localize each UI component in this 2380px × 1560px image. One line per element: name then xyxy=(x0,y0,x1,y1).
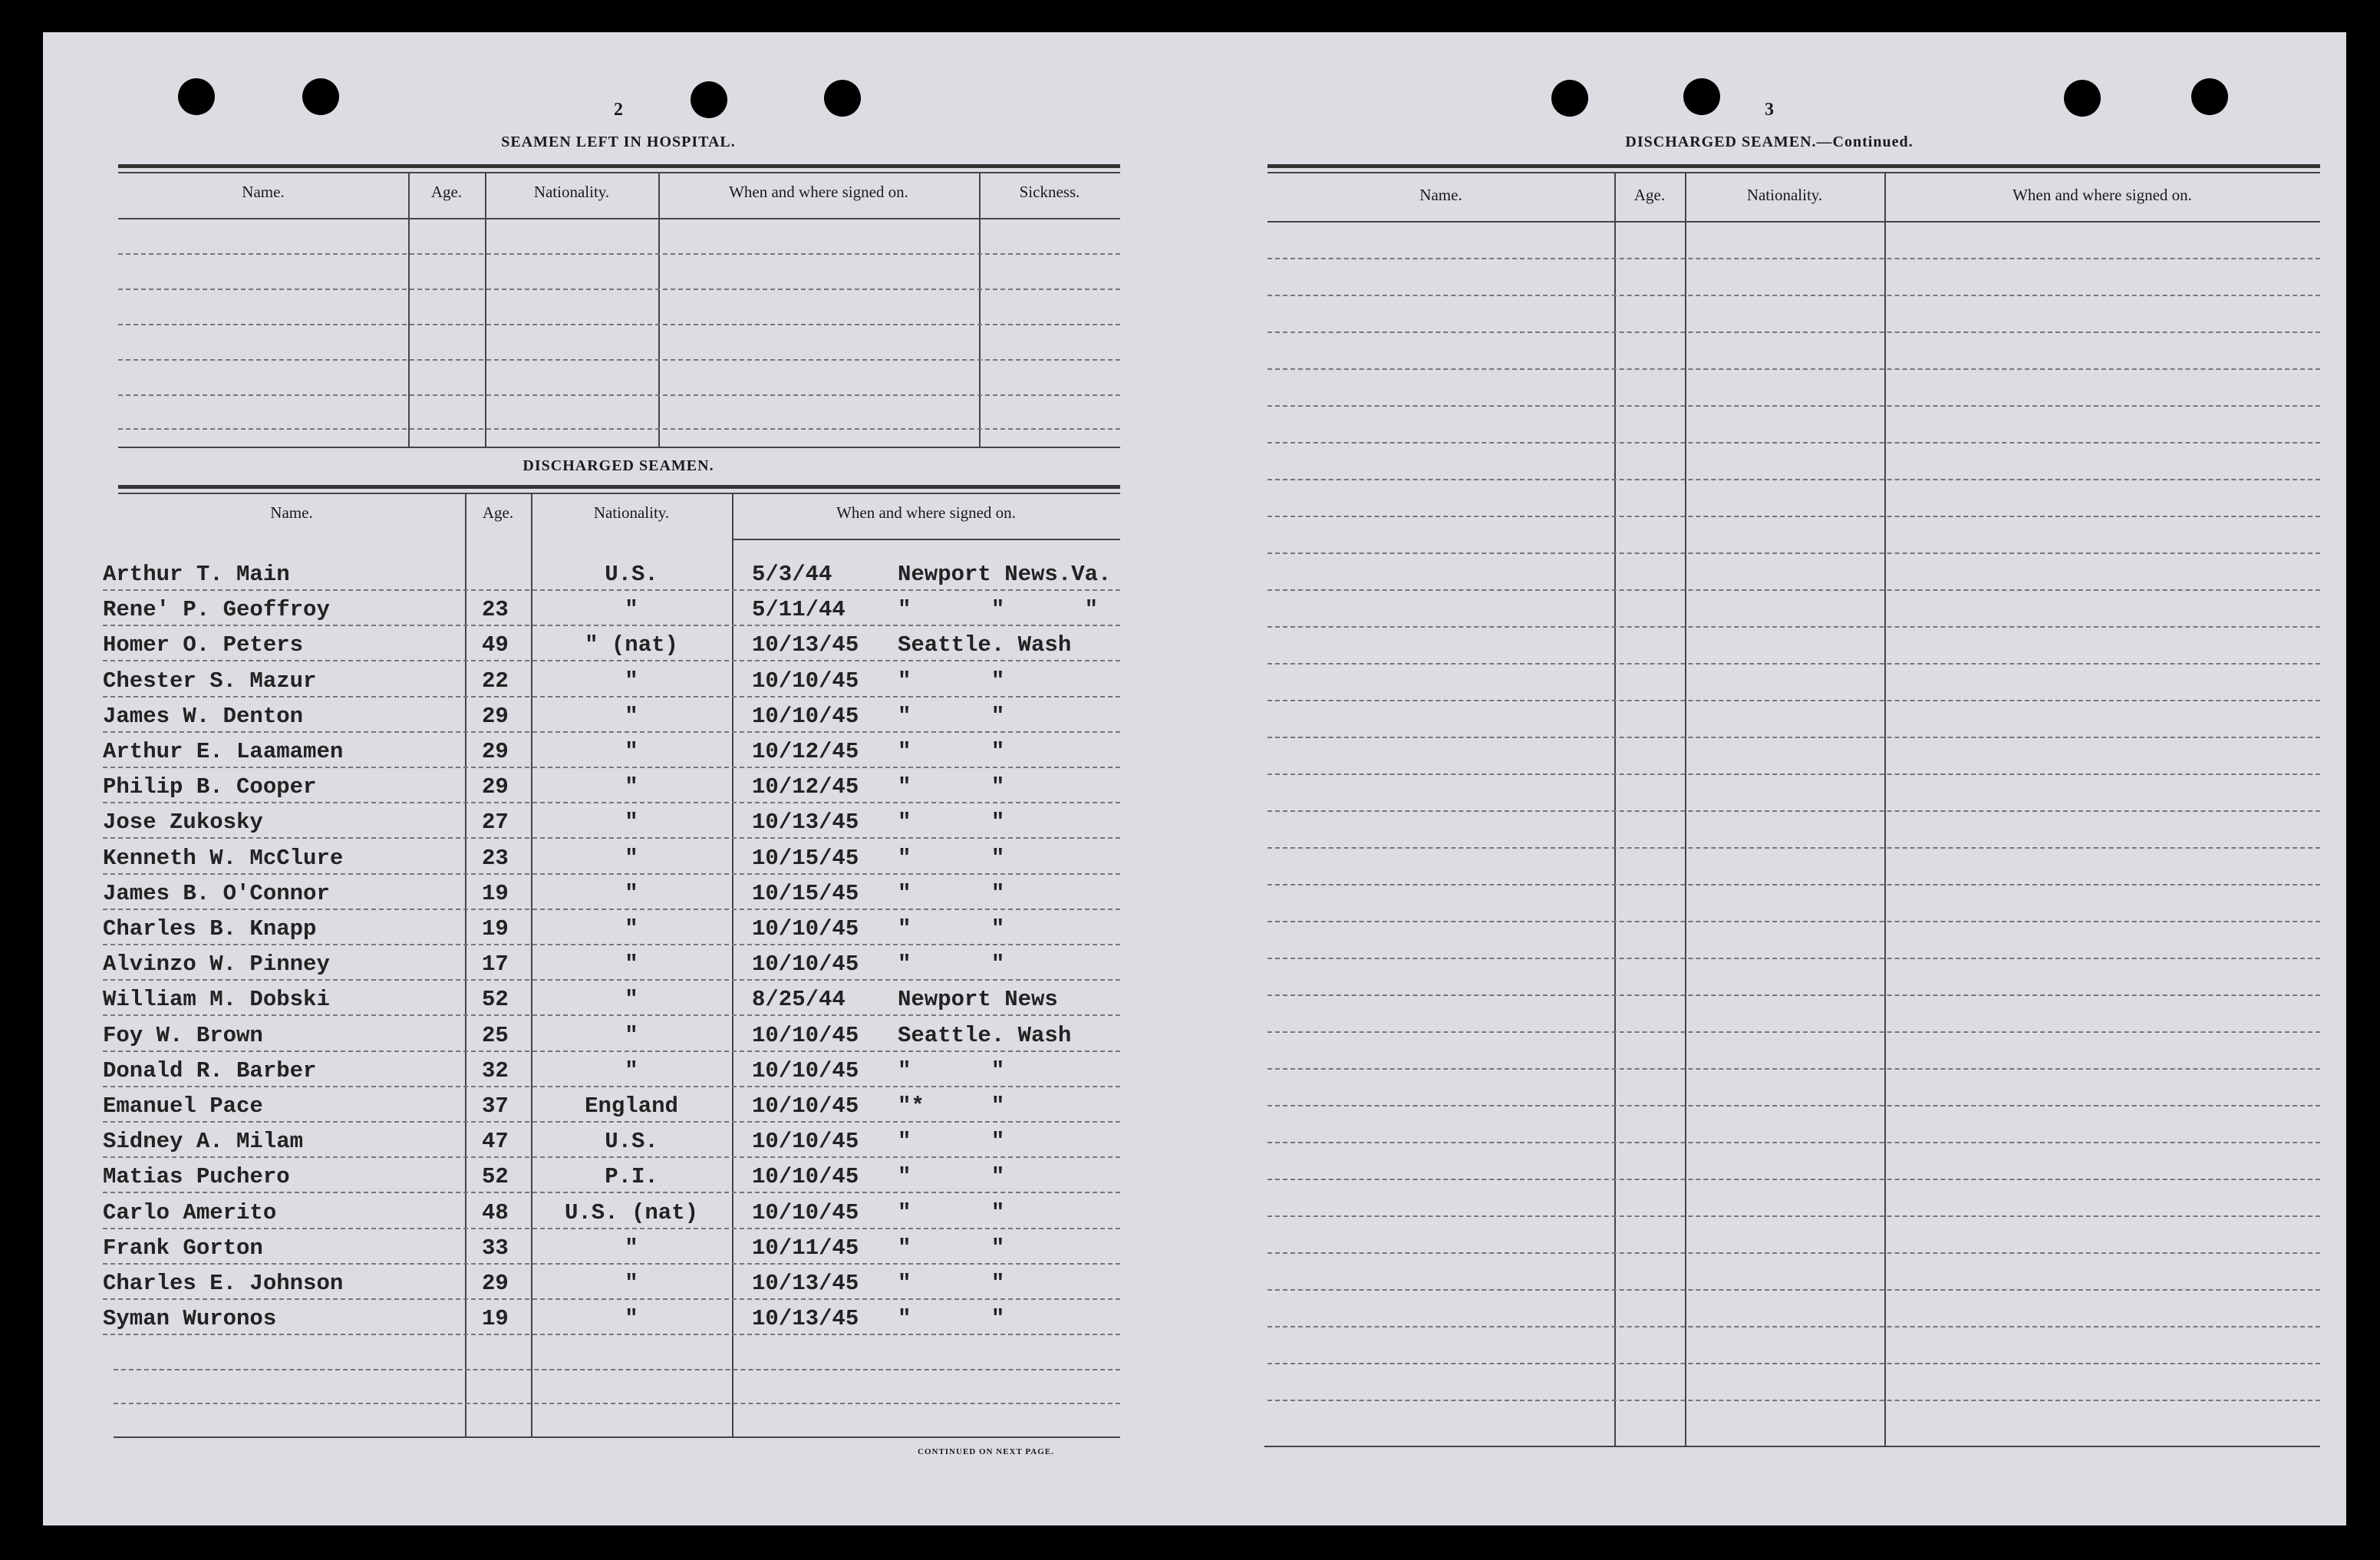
cell-date: 10/13/45 xyxy=(752,810,859,835)
cell-date: 10/10/45 xyxy=(752,1058,859,1083)
cell-nationality: " xyxy=(625,916,638,942)
cell-name: Kenneth W. McClure xyxy=(103,846,344,871)
cell-place: " " xyxy=(898,1271,1005,1296)
cell-name: Rene' P. Geoffroy xyxy=(103,597,330,622)
hospital-header-age: Age. xyxy=(430,183,463,201)
cell-place: " " xyxy=(898,881,1005,906)
punch-hole xyxy=(1683,78,1720,115)
cell-age: 23 xyxy=(482,597,509,622)
discharged-header-age: Age. xyxy=(482,503,514,522)
cell-nationality: " xyxy=(625,668,638,694)
cell-age: 48 xyxy=(482,1200,509,1225)
cell-age: 22 xyxy=(482,668,509,694)
cell-nationality: " xyxy=(625,1058,638,1083)
cell-date: 10/10/45 xyxy=(752,952,859,977)
cell-name: James B. O'Connor xyxy=(103,881,330,906)
cell-nationality: " xyxy=(625,846,638,871)
cell-name: Syman Wuronos xyxy=(103,1306,277,1331)
cell-date: 10/10/45 xyxy=(752,1200,859,1225)
cell-place: Seattle. Wash xyxy=(898,1023,1072,1048)
hospital-header-name: Name. xyxy=(242,183,285,201)
cell-name: Foy W. Brown xyxy=(103,1023,263,1048)
hospital-header-signed-on: When and where signed on. xyxy=(729,183,908,201)
cell-name: William M. Dobski xyxy=(103,987,330,1012)
cell-nationality: " xyxy=(625,1235,638,1261)
cell-place: " " xyxy=(898,704,1005,729)
cell-nationality: " xyxy=(625,1271,638,1296)
cell-nationality: " xyxy=(625,952,638,977)
cell-age: 33 xyxy=(482,1235,509,1261)
cell-age: 19 xyxy=(482,1306,509,1331)
cell-nationality: " xyxy=(625,881,638,906)
cell-name: Arthur T. Main xyxy=(103,562,290,587)
page-number-left: 2 xyxy=(614,100,623,120)
right-header-age: Age. xyxy=(1633,186,1666,204)
cell-age: 23 xyxy=(482,846,509,871)
cell-age: 27 xyxy=(482,810,509,835)
cell-age: 47 xyxy=(482,1129,509,1154)
cell-name: Carlo Amerito xyxy=(103,1200,277,1225)
cell-date: 5/11/44 xyxy=(752,597,846,622)
cell-name: Emanuel Pace xyxy=(103,1093,263,1119)
page-number-right: 3 xyxy=(1765,100,1774,120)
cell-name: Jose Zukosky xyxy=(103,810,263,835)
cell-place: Newport News xyxy=(898,987,1058,1012)
cell-name: Alvinzo W. Pinney xyxy=(103,952,330,977)
cell-name: Charles E. Johnson xyxy=(103,1271,344,1296)
discharged-header-nationality: Nationality. xyxy=(593,503,670,522)
punch-hole xyxy=(302,78,339,115)
cell-place: " " xyxy=(898,1129,1005,1154)
right-page-title: DISCHARGED SEAMEN.—Continued. xyxy=(1625,134,1914,150)
cell-place: " " xyxy=(898,810,1005,835)
discharged-header-name: Name. xyxy=(270,503,313,522)
cell-date: 8/25/44 xyxy=(752,987,846,1012)
cell-date: 10/10/45 xyxy=(752,916,859,942)
punch-hole xyxy=(1551,80,1588,117)
cell-place: " " xyxy=(898,916,1005,942)
right-header-nationality: Nationality. xyxy=(1746,186,1823,204)
cell-date: 10/10/45 xyxy=(752,1129,859,1154)
cell-place: Newport News.Va. xyxy=(898,562,1112,587)
punch-hole xyxy=(178,78,215,115)
right-header-name: Name. xyxy=(1419,186,1462,204)
cell-age: 19 xyxy=(482,881,509,906)
cell-date: 10/10/45 xyxy=(752,704,859,729)
cell-place: " " xyxy=(898,1200,1005,1225)
cell-age: 52 xyxy=(482,1164,509,1189)
punch-hole xyxy=(824,80,861,117)
cell-place: " " xyxy=(898,846,1005,871)
cell-age: 29 xyxy=(482,774,509,800)
cell-nationality: " xyxy=(625,704,638,729)
cell-place: " " " xyxy=(898,597,1099,622)
cell-nationality: " (nat) xyxy=(585,632,678,658)
cell-date: 10/15/45 xyxy=(752,846,859,871)
cell-age: 52 xyxy=(482,987,509,1012)
cell-date: 5/3/44 xyxy=(752,562,832,587)
cell-name: Sidney A. Milam xyxy=(103,1129,304,1154)
cell-date: 10/11/45 xyxy=(752,1235,859,1261)
cell-date: 10/10/45 xyxy=(752,1093,859,1119)
cell-age: 29 xyxy=(482,1271,509,1296)
cell-nationality: U.S. (nat) xyxy=(564,1200,699,1225)
cell-date: 10/12/45 xyxy=(752,739,859,764)
document-sheet xyxy=(43,32,2346,1525)
cell-nationality: U.S. xyxy=(605,1129,658,1154)
right-header-signed-on: When and where signed on. xyxy=(2012,186,2192,204)
cell-nationality: " xyxy=(625,774,638,800)
cell-name: Arthur E. Laamamen xyxy=(103,739,344,764)
cell-place: " " xyxy=(898,774,1005,800)
cell-place: " " xyxy=(898,952,1005,977)
cell-nationality: U.S. xyxy=(605,562,658,587)
cell-nationality: " xyxy=(625,1023,638,1048)
cell-place: " " xyxy=(898,1235,1005,1261)
cell-age: 29 xyxy=(482,704,509,729)
cell-name: James W. Denton xyxy=(103,704,304,729)
discharged-header-signed-on: When and where signed on. xyxy=(836,503,1016,522)
discharged-section-title: DISCHARGED SEAMEN. xyxy=(522,457,714,474)
cell-name: Chester S. Mazur xyxy=(103,668,317,694)
cell-nationality: " xyxy=(625,987,638,1012)
cell-place: " " xyxy=(898,1306,1005,1331)
cell-age: 25 xyxy=(482,1023,509,1048)
cell-place: " " xyxy=(898,668,1005,694)
cell-nationality: P.I. xyxy=(605,1164,658,1189)
cell-date: 10/12/45 xyxy=(752,774,859,800)
cell-date: 10/10/45 xyxy=(752,1023,859,1048)
cell-date: 10/10/45 xyxy=(752,668,859,694)
cell-age: 17 xyxy=(482,952,509,977)
cell-nationality: " xyxy=(625,739,638,764)
cell-place: " " xyxy=(898,1058,1005,1083)
cell-date: 10/13/45 xyxy=(752,632,859,658)
cell-place: "* " xyxy=(898,1093,1005,1119)
cell-place: Seattle. Wash xyxy=(898,632,1072,658)
cell-date: 10/15/45 xyxy=(752,881,859,906)
punch-hole xyxy=(2064,80,2101,117)
hospital-header-nationality: Nationality. xyxy=(533,183,610,201)
cell-date: 10/13/45 xyxy=(752,1271,859,1296)
cell-place: " " xyxy=(898,739,1005,764)
cell-name: Frank Gorton xyxy=(103,1235,263,1261)
cell-date: 10/13/45 xyxy=(752,1306,859,1331)
cell-age: 32 xyxy=(482,1058,509,1083)
cell-date: 10/10/45 xyxy=(752,1164,859,1189)
cell-name: Homer O. Peters xyxy=(103,632,304,658)
cell-name: Philip B. Cooper xyxy=(103,774,317,800)
punch-hole xyxy=(2191,78,2228,115)
cell-nationality: " xyxy=(625,810,638,835)
punch-hole xyxy=(691,81,727,118)
cell-name: Donald R. Barber xyxy=(103,1058,317,1083)
cell-place: " " xyxy=(898,1164,1005,1189)
continued-note: CONTINUED ON NEXT PAGE. xyxy=(918,1447,1054,1456)
cell-nationality: " xyxy=(625,1306,638,1331)
cell-nationality: " xyxy=(625,597,638,622)
cell-age: 29 xyxy=(482,739,509,764)
cell-age: 19 xyxy=(482,916,509,942)
cell-name: Matias Puchero xyxy=(103,1164,290,1189)
cell-name: Charles B. Knapp xyxy=(103,916,317,942)
cell-nationality: England xyxy=(585,1093,678,1119)
hospital-section-title: SEAMEN LEFT IN HOSPITAL. xyxy=(501,134,736,150)
cell-age: 49 xyxy=(482,632,509,658)
hospital-header-sickness: Sickness. xyxy=(1019,183,1080,201)
cell-age: 37 xyxy=(482,1093,509,1119)
